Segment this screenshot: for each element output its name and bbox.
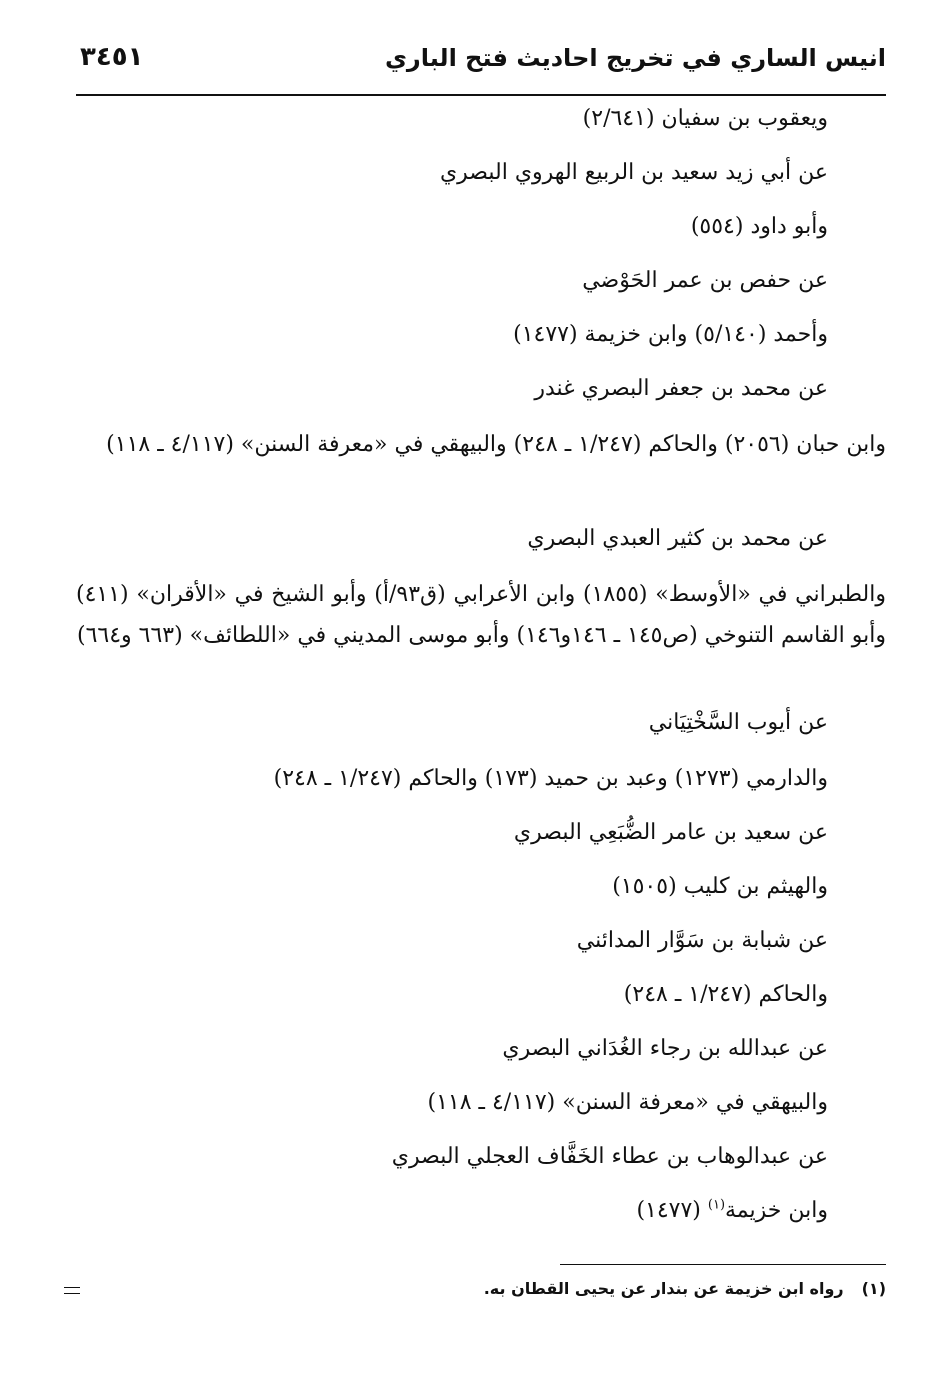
text-line: عن محمد بن كثير العبدي البصري: [527, 526, 828, 551]
text-line: والهيثم بن كليب (١٥٠٥): [612, 874, 828, 899]
text-line: عن سعيد بن عامر الضُّبَعِي البصري: [513, 820, 828, 845]
text-line: والبيهقي في «معرفة السنن» (٤/١١٧ ـ ١١٨): [427, 1090, 828, 1115]
text-paragraph: والطبراني في «الأوسط» (١٨٥٥) وابن الأعرابي (ق٩٣/أ) وأبو الشيخ في «الأقران» (٤١١) وأبو القاسم التنوخي (ص١٤٥ ـ ١٤٦و١٤٦) وأبو موسى المديني في «اللطائف» (٦٦٣ و٦٦٤): [76, 582, 886, 648]
text-line: والحاكم (١/٢٤٧ ـ ٢٤٨): [623, 982, 828, 1007]
text-line: عن أبي زيد سعيد بن الربيع الهروي البصري: [439, 160, 828, 185]
text-paragraph: وابن حبان (٢٠٥٦) والحاكم (١/٢٤٧ ـ ٢٤٨) والبيهقي في «معرفة السنن» (٤/١١٧ ـ ١١٨): [106, 432, 886, 457]
text-line-with-footnote: [68, 1196, 828, 1226]
line-text: (١٤٧٧): [636, 1198, 708, 1223]
text-line: وأبو داود (٥٥٤): [690, 214, 828, 239]
running-title: انيس الساري في تخريج احاديث فتح الباري: [384, 44, 886, 72]
footnote-number: (١): [861, 1279, 886, 1298]
continuation-mark: [64, 1287, 80, 1295]
text-line: ويعقوب بن سفيان (٢/٦٤١): [582, 106, 828, 131]
footnote-text: رواه ابن خزيمة عن بندار عن يحيى القطان به.: [483, 1279, 844, 1298]
text-line: عن شبابة بن سَوَّار المدائني: [576, 928, 828, 953]
text-line: عن عبدالوهاب بن عطاء الخَفَّاف العجلي البصري: [391, 1144, 828, 1169]
text-line: وأحمد (٥/١٤٠) وابن خزيمة (١٤٧٧): [513, 322, 828, 347]
text-line: عن حفص بن عمر الحَوْضي: [582, 268, 828, 293]
footnote: [86, 1279, 886, 1298]
line-text: وابن خزيمة: [725, 1198, 828, 1223]
text-line: عن عبدالله بن رجاء الغُدَاني البصري: [502, 1036, 828, 1061]
text-line: عن أيوب السَّخْتِيَاني: [648, 710, 828, 735]
footnote-reference[interactable]: (١): [707, 1197, 726, 1213]
text-line: عن محمد بن جعفر البصري غندر: [534, 376, 828, 401]
footnote-rule: [560, 1264, 886, 1265]
page-number: ٣٤٥١: [80, 42, 144, 72]
text-line: والدارمي (١٢٧٣) وعبد بن حميد (١٧٣) والحاكم (١/٢٤٧ ـ ٢٤٨): [273, 766, 828, 791]
